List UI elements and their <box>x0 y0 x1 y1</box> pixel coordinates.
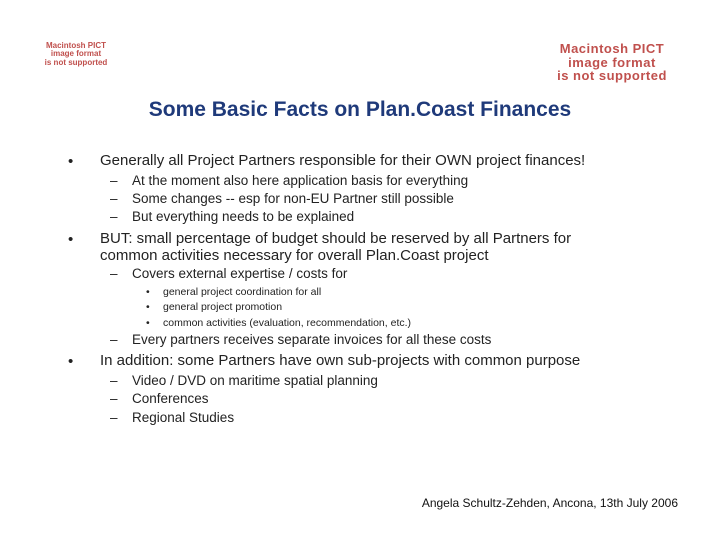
bullet-text-continued: common activities necessary for overall Plan.Coast project <box>100 247 489 264</box>
dot-marker: • <box>146 301 150 313</box>
dash-marker: – <box>110 191 118 206</box>
placeholder-line: image format <box>568 54 656 70</box>
bullet-text: In addition: some Partners have own sub-projects with common purpose <box>100 352 581 369</box>
placeholder-line: Macintosh PICT <box>559 41 665 56</box>
slide-footer: Angela Schultz-Zehden, Ancona, 13th July 2006 <box>421 496 678 510</box>
slide-title: Some Basic Facts on Plan.Coast Finances <box>148 98 572 121</box>
sub-bullet-text: Covers external expertise / costs for <box>132 266 348 281</box>
sub-bullet-text: Video / DVD on maritime spatial planning <box>132 373 378 388</box>
placeholder-line: is not supported <box>44 57 108 67</box>
placeholder-line: is not supported <box>557 68 667 84</box>
dash-marker: – <box>110 332 118 347</box>
sub-sub-bullet-text: general project coordination for all <box>163 286 322 298</box>
bullet-marker: • <box>68 153 74 170</box>
sub-bullet-text: Conferences <box>132 391 209 406</box>
dot-marker: • <box>146 317 150 329</box>
placeholder-line: image format <box>50 49 102 59</box>
dash-marker: – <box>110 373 118 388</box>
bullet-text: BUT: small percentage of budget should be reserved by all Partners for <box>100 230 572 247</box>
dash-marker: – <box>110 266 118 281</box>
dot-marker: • <box>146 286 150 298</box>
bullet-text: Generally all Project Partners responsible for their OWN project finances! <box>100 152 586 169</box>
sub-bullet-text: Some changes -- esp for non-EU Partner still possible <box>132 191 454 206</box>
sub-sub-bullet-text: general project promotion <box>163 301 283 313</box>
placeholder-line: Macintosh PICT <box>45 41 106 50</box>
sub-bullet-text: Every partners receives separate invoices for all these costs <box>132 332 492 347</box>
bullet-marker: • <box>68 353 74 370</box>
sub-bullet-text: Regional Studies <box>132 410 235 425</box>
dash-marker: – <box>110 173 118 188</box>
bullet-marker: • <box>68 231 74 248</box>
dash-marker: – <box>110 209 118 224</box>
sub-bullet-text: At the moment also here application basis for everything <box>132 173 469 188</box>
dash-marker: – <box>110 410 118 425</box>
dash-marker: – <box>110 391 118 406</box>
sub-sub-bullet-text: common activities (evaluation, recommendation, etc.) <box>163 317 412 329</box>
sub-bullet-text: But everything needs to be explained <box>132 209 355 224</box>
